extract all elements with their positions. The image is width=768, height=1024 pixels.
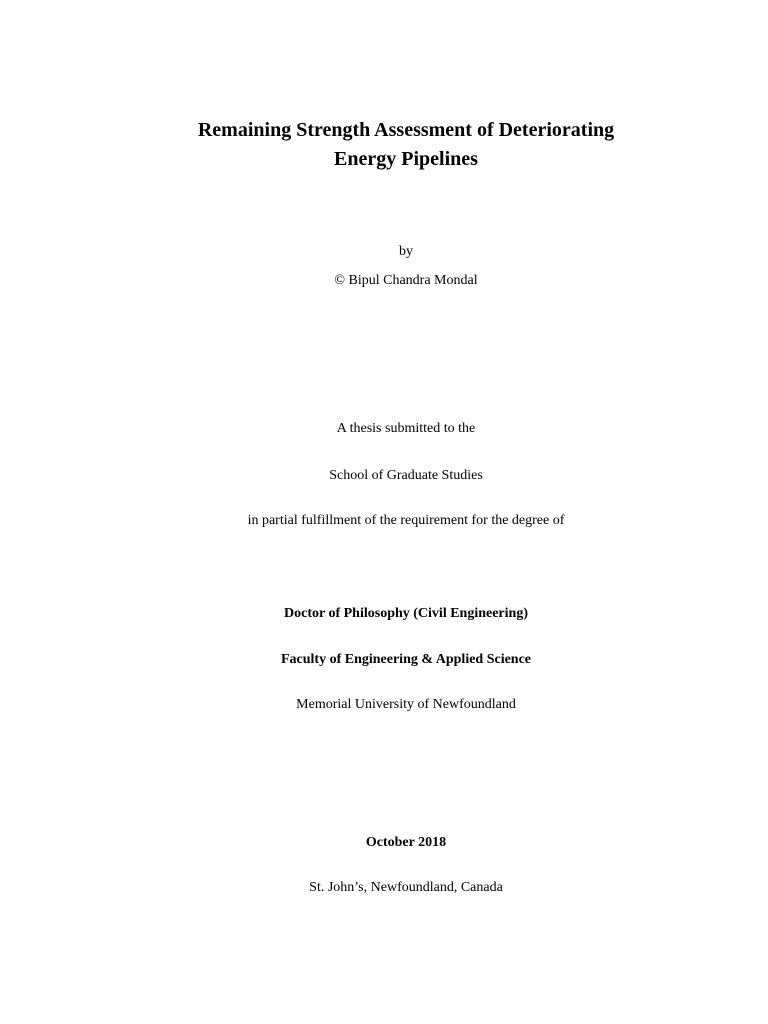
submission-statement: A thesis submitted to the [336, 421, 476, 436]
thesis-title-line-2: Energy Pipelines [334, 148, 478, 170]
submission-date: October 2018 [365, 835, 447, 850]
fulfillment-statement: in partial fulfillment of the requirement for the degree of [247, 513, 565, 528]
location: St. John’s, Newfoundland, Canada [309, 880, 503, 895]
faculty-name: Faculty of Engineering & Applied Science [280, 652, 532, 667]
author-name: © Bipul Chandra Mondal [334, 273, 478, 288]
by-label: by [399, 244, 413, 259]
school-name: School of Graduate Studies [329, 468, 483, 483]
degree-name: Doctor of Philosophy (Civil Engineering) [284, 606, 528, 621]
thesis-title-line-1: Remaining Strength Assessment of Deteriorating [197, 119, 615, 141]
university-name: Memorial University of Newfoundland [296, 697, 516, 712]
